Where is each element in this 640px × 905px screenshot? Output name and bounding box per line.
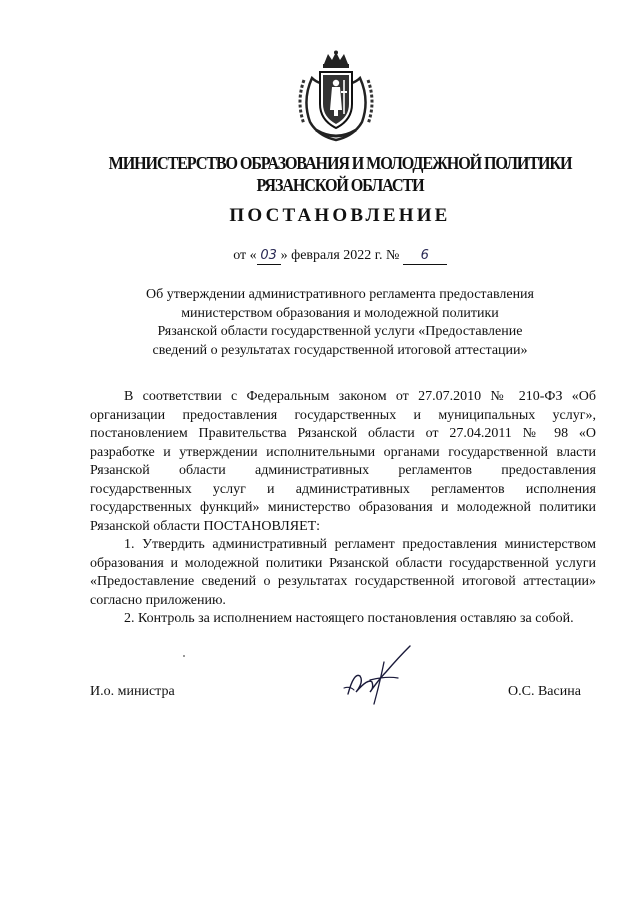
date-day [257,248,281,265]
preamble-paragraph: В соответствии с Федеральным законом от 27.07.2010 № 210-ФЗ «Об организации предоставления государственных и муниципальных услуг», постановлением Правительства Рязанской области от 27.04.2011 № 98 «О разработке и утверждении исполнительными органами государственной власти Рязанской области административных регламентов предоставления государственных услуг и административных регламентов исполнения государственных функций» министерство образования и молодежной политики Рязанской области ПОСТАНОВЛЯЕТ: [90,389,596,534]
handwritten-number: 6 [420,248,429,263]
handwritten-day: 03 [260,248,277,263]
coat-of-arms-emblem [294,50,378,144]
subject-line: министерством образования и молодежной политики [181,305,499,321]
handwritten-signature [340,642,420,708]
item-1-paragraph: 1. Утвердить административный регламент предоставления министерством образования и молодежной политики Рязанской области государственной услуги «Предоставление сведений о результатах государственной итоговой аттестации» согласно приложению. [90,537,596,608]
date-prefix: от « [233,248,257,263]
document-subject [90,286,590,360]
scan-speck [183,655,185,657]
signatory-name: О.С. Васина [508,684,581,699]
subject-line: сведений о результатах государственной итоговой аттестации» [152,342,528,358]
item-2-paragraph: 2. Контроль за исполнением настоящего постановления оставляю за собой. [124,611,574,626]
date-line [60,248,620,265]
date-middle: » февраля 2022 г. № [280,248,400,263]
subject-line: Рязанской области государственной услуги «Предоставление [157,324,523,339]
signatory-position: И.о. министра [90,684,175,699]
ministry-name-line1: МИНИСТЕРСТВО ОБРАЗОВАНИЯ И МОЛОДЕЖНОЙ ПОЛИТИКИ [108,153,572,173]
document-title: ПОСТАНОВЛЕНИЕ [229,205,451,226]
subject-line: Об утверждении административного регламента предоставления [146,287,534,302]
document-number [403,248,447,265]
document-body [90,388,596,629]
ministry-name-line2: РЯЗАНСКОЙ ОБЛАСТИ [256,175,424,195]
